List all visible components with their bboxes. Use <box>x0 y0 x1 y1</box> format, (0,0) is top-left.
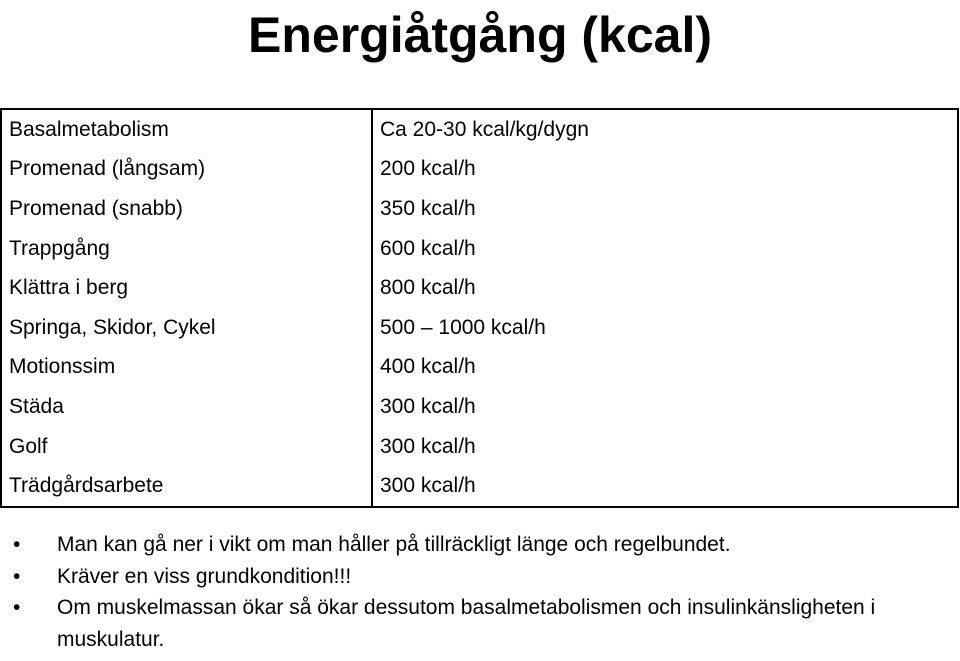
bullet-text: Kräver en viss grundkondition!!! <box>57 564 352 588</box>
value-cell: 400 kcal/h <box>372 348 958 388</box>
table-row <box>1 189 958 229</box>
activity-cell: Promenad (långsam) <box>1 150 372 190</box>
activity-cell: Promenad (snabb) <box>1 189 372 229</box>
value-cell: 300 kcal/h <box>372 427 958 467</box>
activity-cell: Basalmetabolism <box>1 109 372 150</box>
activity-cell: Städa <box>1 387 372 427</box>
energy-table <box>0 108 959 508</box>
value-cell: 600 kcal/h <box>372 229 958 269</box>
value-cell: 500 – 1000 kcal/h <box>372 308 958 348</box>
activity-cell: Klättra i berg <box>1 268 372 308</box>
table-row <box>1 150 958 190</box>
bullet-text: Man kan gå ner i vikt om man håller på tillräckligt länge och regelbundet. <box>57 533 731 556</box>
bullet-icon: • <box>13 564 21 588</box>
value-cell: 800 kcal/h <box>372 268 958 308</box>
page-title: Energiåtgång (kcal) <box>248 7 712 63</box>
activity-cell: Trädgårdsarbete <box>1 466 372 507</box>
activity-cell: Trappgång <box>1 229 372 269</box>
list-item <box>0 561 960 593</box>
value-cell: 300 kcal/h <box>372 387 958 427</box>
table-row <box>1 109 958 150</box>
activity-cell: Motionssim <box>1 348 372 388</box>
activity-cell: Springa, Skidor, Cykel <box>1 308 372 348</box>
table-row <box>1 466 958 507</box>
bullet-text: Om muskelmassan ökar så ökar dessutom basalmetabolismen och insulinkänsligheten i muskulatur. <box>57 596 876 651</box>
table-row <box>1 387 958 427</box>
table-row <box>1 427 958 467</box>
value-cell: Ca 20-30 kcal/kg/dygn <box>372 109 958 150</box>
bullet-icon: • <box>13 533 21 556</box>
activity-cell: Golf <box>1 427 372 467</box>
list-item <box>0 529 960 561</box>
value-cell: 300 kcal/h <box>372 466 958 507</box>
value-cell: 200 kcal/h <box>372 150 958 190</box>
list-item <box>0 592 960 655</box>
value-cell: 350 kcal/h <box>372 189 958 229</box>
table-row <box>1 348 958 388</box>
bullet-icon: • <box>13 596 21 619</box>
table-row <box>1 229 958 269</box>
table-row <box>1 308 958 348</box>
table-row <box>1 268 958 308</box>
bullet-list <box>0 529 960 655</box>
